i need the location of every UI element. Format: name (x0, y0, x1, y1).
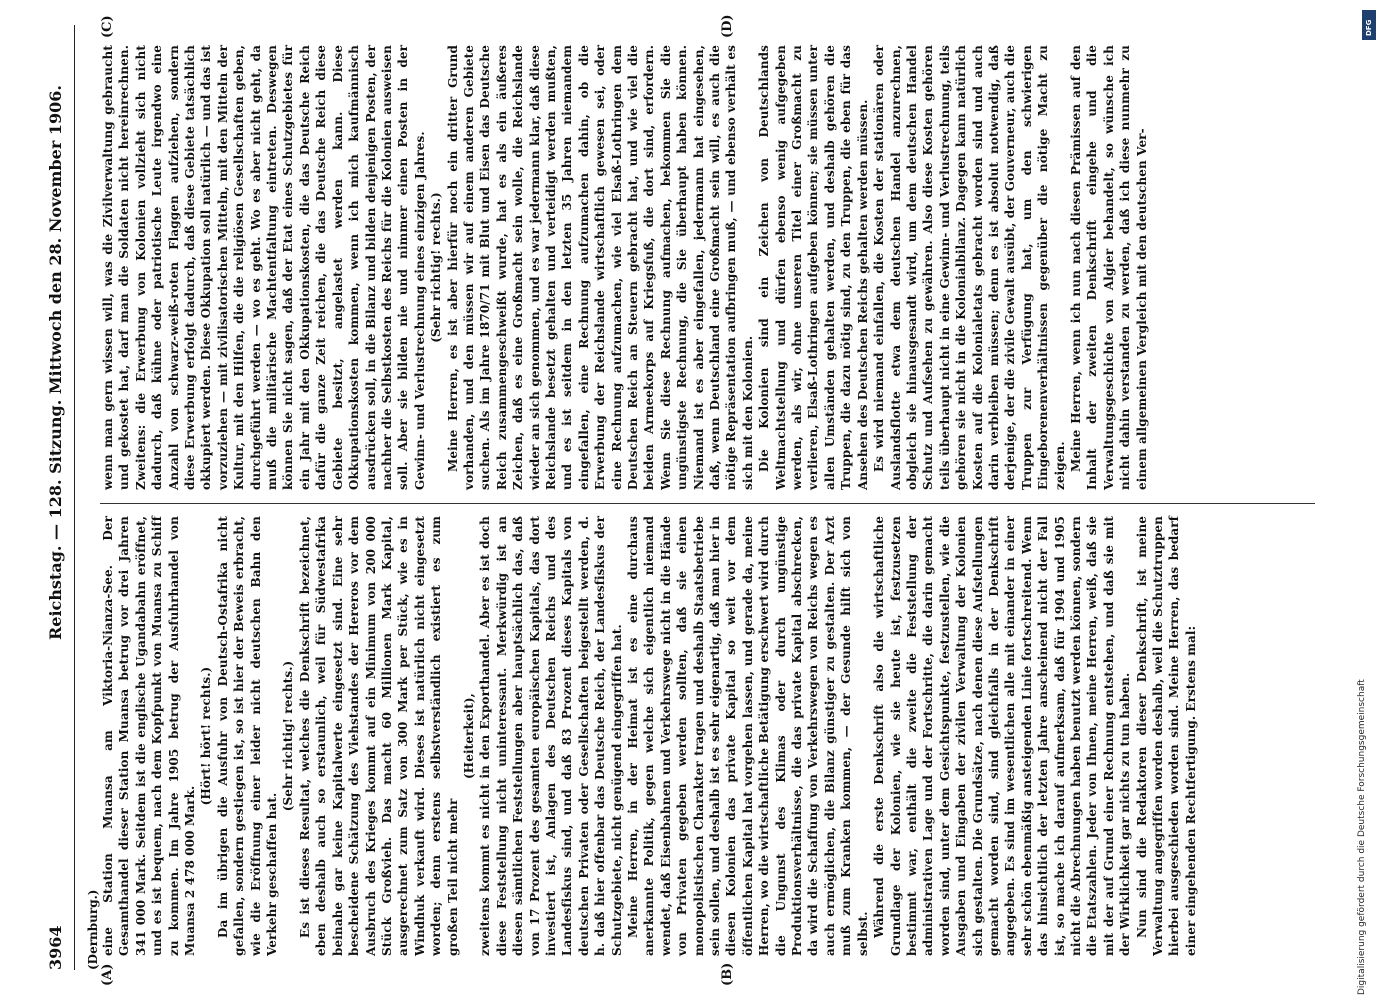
paragraph: zweitens kommt es nicht in den Exporthandel. Aber es ist doch diese Feststellung nicht uninteressant. Merkwürdig ist an diesen sämtlichen Feststellungen aber hauptsächlich das, daß von 17 Prozent des gesamten europäischen Kapitals, das dort investiert ist, Anlagen des Deutschen Reichs und des Landesfiskus sind, und daß 83 Prozent dieses Kapitals von deutschen Privaten oder Gesellschaften beigestellt werden, d. h. daß hier offenbar das Deutsche Reich, der Landesfiskus der Schutzgebiete, nicht genügend eingegriffen hat. (478, 516, 624, 956)
interjection: (Sehr richtig! rechts.) (281, 660, 296, 812)
paragraph: wenn man gern wissen will, was die Zivilverwaltung gebraucht und gekostet hat, darf man die Soldaten nicht hereinrechnen. Zweitens: die Erwerbung von Kolonien vollzieht sich nicht dadurch, daß kühne oder patriotische Leute irgendwo eine Anzahl von schwarz-weiß-roten Flaggen aufziehen, sondern diese Erwerbung erfolgt dadurch, daß diese Gebiete tatsächlich okkupiert werden. Diese Okkupation soll natürlich — und das ist vorzuziehen — mit zivilisatorischen Mitteln, mit den Mitteln der Kultur, mit den Hilfen, die die religiösen Gesellschaften geben, durchgeführt werden — wo es geht. Wo es aber nicht geht, da muß die militärische Machtentfaltung eintreten. Deswegen können Sie nicht sagen, daß der Etat eines Schutzgebietes für ein Jahr mit den Okkupationskosten, die das Deutsche Reich dafür die ganze Zeit reichen, die das Deutsche Reich diese Gebiete besitzt, angelastet werden kann. Diese Okkupationskosten kommen, wenn ich mich kaufmännisch ausdrücken soll, in die Bilanz und bilden denjenigen Posten, der nachher die Selbstkosten des Reichs für die Kolonien ausweisen soll. Aber sie bilden nie und nimmer einen Posten in der Gewinn- und Verlustrechnung eines einzigen Jahres. (101, 45, 427, 490)
dfg-badge-text: DFG (1365, 19, 1373, 36)
paragraph: Die Kolonien sind ein Zeichen von Deutschlands Weltmachtstellung und dürfen ebenso wenig aufgegeben werden, als wir, ohne unseren Titel einer Großmacht zu verlieren, Elsaß-Lothringen aufgeben können; sie müssen unter allen Umständen gehalten werden, und deshalb gehören die Truppen, die dazu nötig sind, zu den Truppen, die eben für das Ansehen des Deutschen Reichs gehalten werden müssen. (757, 45, 870, 490)
page-number: 3964 (46, 925, 65, 970)
left-column (100, 516, 1300, 956)
paragraph: Es ist dieses Resultat, welches die Denkschrift bezeichnet, eben deshalb auch so erstaunlich, weil für Südwestafrika beinahe gar keine Kapitalwerte eingesetzt sind. Eine sehr bescheidene Schätzung des Viehstandes der Hereros vor dem Ausbruch des Krieges kommt auf ein Minimum von 200 000 Stück Großvieh. Das macht 60 Millionen Mark Kapital, ausgerechnet zum Satz von 300 Mark per Stück, wie es in Windhuk verkauft wird. Dieses ist natürlich nicht eingesetzt worden; denn erstens selbstverständlich existiert es zum großen Teil nicht mehr (297, 516, 460, 956)
column-divider (100, 503, 1315, 504)
paragraph: Da im übrigen die Ausfuhr von Deutsch-Ostafrika nicht gefallen, sondern gestiegen ist, so ist hier der Beweis erbracht, wie die Eröffnung einer leider nicht deutschen Bahn den Verkehr geschaffen hat. (215, 516, 280, 956)
interjection: (Heiterkeit), (461, 693, 476, 779)
interjection: (Sehr richtig! rechts.) (429, 192, 444, 343)
page-header (40, 25, 75, 970)
right-column (100, 45, 1300, 490)
margin-marker-d: (D) (720, 14, 735, 38)
paragraph: Meine Herren, es ist aber hierfür noch ein dritter Grund vorhanden, und den müssen wir auf einem anderen Gebiete suchen. Als im Jahre 1870/71 mit Blut und Eisen das Deutsche Reich zusammengeschweißt wurde, hat es als ein äußeres Zeichen, daß es eine Großmacht sein wolle, die Reichslande wieder an sich genommen, und es war jedermann klar, daß diese Reichslande besetzt gehalten und verteidigt werden mußten, und es ist seitdem in den letzten 35 Jahren niemandem eingefallen, eine Rechnung aufzumachen dahin, ob die Erwerbung der Reichslande wirtschaftlich gewesen sei, oder eine Rechnung aufzumachen, wie viel Elsaß-Lothringen dem Deutschen Reich an Steuern gebracht hat, und wie viel die beiden Armeekorps auf Kriegsfuß, die dort sind, erfordern. Wenn Sie diese Rechnung aufmachen, bekommen Sie die ungünstigste Rechnung, die Sie überhaupt haben können. Niemand ist es aber eingefallen, jedermann hat eingesehen, daß, wenn Deutschland eine Großmacht sein will, es auch die nötige Repräsentation aufbringen muß, — und ebenso verhält es sich mit den Kolonien. (445, 45, 755, 490)
margin-marker-b: (B) (720, 962, 735, 986)
margin-marker-c: (C) (100, 15, 115, 38)
digitization-credit: Digitalisierung gefördert durch die Deutsche Forschungsgemeinschaft (1357, 679, 1367, 995)
interjection: (Hört! hört! rechts.) (199, 666, 214, 806)
paragraph: Während die erste Denkschrift also die wirtschaftliche Grundlage der Kolonien, wie sie heute ist, festzusetzen bestimmt war, enthält die zweite die Feststellung der administrativen Lage und der Fortschritte, die darin gemacht worden sind, unter dem Gesichtspunkte, festzustellen, wie die Ausgaben und Eingaben der zivilen Verwaltung der Kolonien sich gestalten. Die Grundsätze, nach denen diese Aufstellungen gemacht worden sind, sind gleichfalls in der Denkschrift angegeben. Es sind im wesentlichen alle mit einander in einer sehr schön ebenmäßig ansteigenden Linie fortschreitend. Wenn das hinsichtlich der letzten Jahre anscheinend nicht der Fall ist, so mache ich darauf aufmerksam, daß für 1904 und 1905 nicht die Abrechnungen haben benutzt werden können, sondern die Etatszahlen. Jeder von Ihnen, meine Herren, weiß, daß sie mit der auf Grund einer Rechnung entstehen, und daß sie mit der Wirklichkeit gar nichts zu tun haben. (872, 516, 1133, 956)
paragraph: Meine Herren, wenn ich nun nach diesen Prämissen auf den Inhalt der zweiten Denkschrift eingehe und die Verwaltungsgeschichte von Algier behandelt, so wünsche ich nicht dahin verstanden zu werden, daß ich diese nunmehr zu einem allgemeinen Vergleich mit den deutschen Ver- (1068, 45, 1149, 490)
dfg-logo (1362, 10, 1376, 40)
paragraph: Meine Herren, in der Heimat ist es eine durchaus anerkannte Politik, gegen welche sich eigentlich niemand wendet, daß Eisenbahnen und Verkehrswege nicht in die Hände von Privaten gegeben werden sollten, daß sie einen monopolistischen Charakter tragen und deshalb Staatsbetriebe sein sollen, und deshalb ist es sehr eigenartig, daß man hier in diesen Kolonien das private Kapital so weit vor dem öffentlichen Kapital hat vorgehen lassen, und gerade da, meine Herren, wo die wirtschaftliche Betätigung erschwert wird durch die Ungunst des Klimas oder durch ungünstige Produktionsverhältnisse, die das private Kapital abschrecken, da wird die Schaffung von Verkehrswegen von Reichs wegen es auch ermöglichen, die Bilanz günstiger zu gestalten. Der Arzt muß zum Kranken kommen, — der Gesunde hilft sich von selbst. (626, 516, 870, 956)
running-title: Reichstag. — 128. Sitzung. Mittwoch den 28. November 1906. (46, 85, 65, 640)
paragraph: Nun sind die Redaktoren dieser Denkschrift, ist meine Verwaltung angegriffen worden deshalb, weil die Schutztruppen hierbei ausgeschieden worden sind. Meine Herren, das bedarf einer eingehenden Rechtfertigung. Erstens mal: (1134, 516, 1198, 956)
paragraph: eine Station Muansa am Viktoria-Nianza-See. Der Gesamthandel dieser Station Muansa betrug vor drei Jahren 341 000 Mark. Seitdem ist die englische Ugandabahn eröffnet, und es ist bequem, nach dem Kopfpunkt von Muansa zu Schiff zu kommen. Im Jahre 1905 betrug der Ausfuhrhandel von Muansa 2 478 000 Mark. (101, 516, 198, 956)
margin-marker-a: (A) (100, 963, 115, 986)
paragraph: Es wird niemand einfallen, die Kosten der stationären oder Auslandsflotte etwa dem deutschen Handel anzurechnen, obgleich sie hinausgesandt wird, um dem deutschen Handel Schutz und Aufsehen zu gewähren. Also diese Kosten gehören teils überhaupt nicht in eine Gewinn- und Verlustrechnung, teils gehören sie nicht in die Kolonialbilanz. Dagegen kann natürlich Kosten auf die Kolonialetats gebracht worden sind und auch darin verbleiben müssen; denn es ist absolut notwendig, daß derjenige, der die zivile Gewalt ausübt, der Gouverneur, auch die Truppen zur Verfügung hat, um den schwierigen Eingeborenenverhältnissen gegenüber die nötige Macht zu zeigen. (872, 45, 1067, 490)
speaker-label: (Dernburg.) (86, 889, 100, 970)
